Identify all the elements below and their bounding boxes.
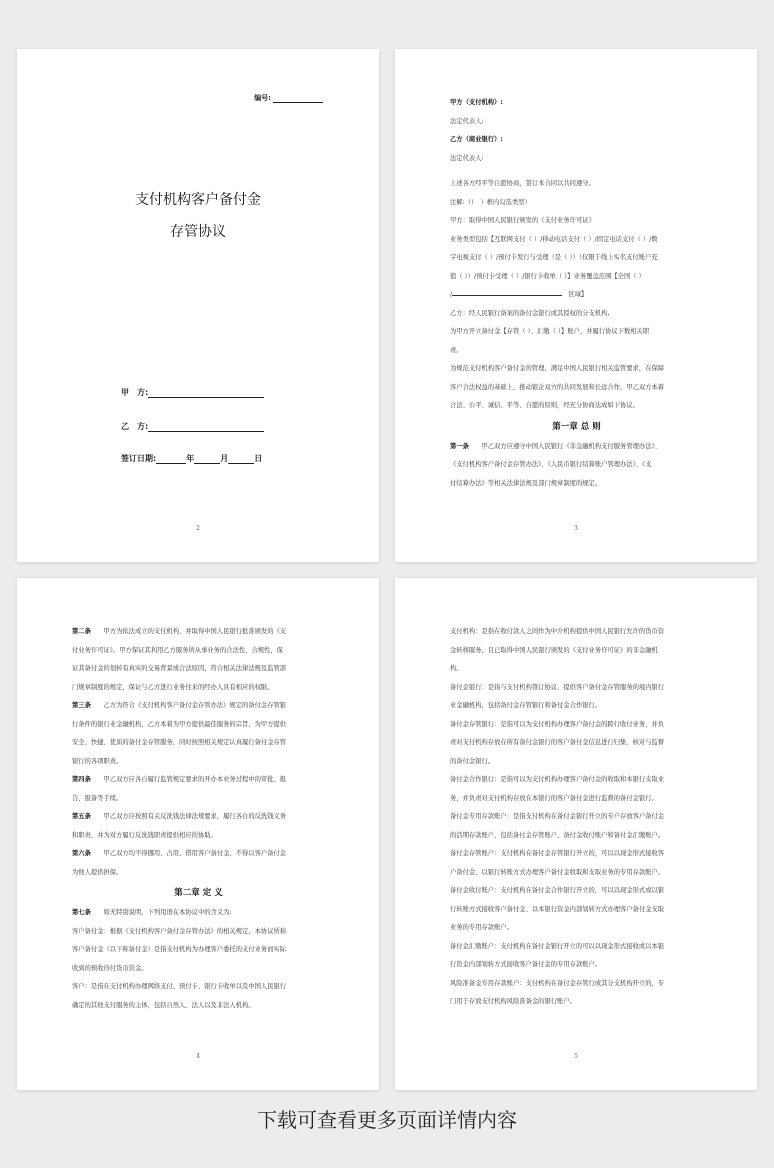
document-page-cover <box>17 49 379 562</box>
article-label: 第七条 <box>72 909 91 916</box>
text-line: 告、报备等手续。 <box>72 794 123 802</box>
party-b-label: 乙 方: <box>121 422 149 431</box>
definition-line: 的备付金银行。 <box>450 757 495 765</box>
day-label: 日 <box>254 454 263 463</box>
text-line: 客户备付金：根据《支付机构客户备付金存管办法》的相关规定，本协议所称 <box>72 927 287 935</box>
text-line: 责。 <box>450 346 463 354</box>
month-label: 月 <box>220 454 229 463</box>
party-a-label: 甲 方: <box>121 388 149 397</box>
article-text: 甲乙双方均不得挪用、占用、借用客户备付金，不得以客户备付金 <box>103 850 287 857</box>
party-a-blank <box>148 388 264 398</box>
definition-line: 户备付金、以银行转账方式办理客户备付金收取和支取业务的专用存款账户。 <box>450 868 665 876</box>
text-line: 银行的各项职责。 <box>72 757 123 765</box>
definition-line: 备付金汇缴账户：支付机构在备付金银行开立的可以以现金形式接收或以本银 <box>450 942 665 950</box>
party-a-heading: 甲方（支付机构）: <box>450 99 503 106</box>
definition-line: 支付机构：是指在收付款人之间作为中介机构提供中国人民银行允许的货币资 <box>450 628 665 635</box>
definition-line: 备付金银行：是指与支付机构签订协议、提供客户备付金存管服务的境内银行 <box>450 683 665 691</box>
document-page-parties <box>395 49 757 562</box>
text-line: 确定的其他支付服务的主体，包括自然人、法人以及非法人机构。 <box>72 1001 255 1009</box>
article-line <box>72 904 325 923</box>
page-number: 5 <box>574 1053 578 1060</box>
text-line: 客户合法权益的基础上，推动银企双方的共同发展和长远合作，甲乙双方本着 <box>450 383 665 391</box>
text-line: 客户：是指在支付机构办理网络支付、预付卡、银行卡收单以及中国人民银行 <box>72 983 287 990</box>
page-number: 4 <box>196 1053 200 1060</box>
text-line: 为甲方开立备付金【存管（ ）、汇缴（ ）】账户，并履行协议下数相关职 <box>450 328 650 335</box>
definition-line: 业金融机构，包括备付金存管银行和备付金合作银行。 <box>450 702 602 709</box>
text-line: 收到的预收待付货币资金。 <box>72 964 148 972</box>
sign-date-line <box>121 453 262 464</box>
definition-line: 的活期存款账户，包括备付金存管账户、备付金收付账户和备付金汇缴账户。 <box>450 831 665 839</box>
text-line: 行条件的银行业金融机构，乙方本着为甲方提供最佳服务的宗旨，为甲方提供 <box>72 720 287 728</box>
definition-line: 行转账方式接收客户备付金、以本银行资金内部划转方式办理客户备付金支取 <box>450 905 665 913</box>
definition-line: 备付金专用存款账户：是指支付机构在备付金银行开立的专户存放客户备付金 <box>450 813 665 820</box>
article-label: 第三条 <box>72 702 91 709</box>
page-number: 2 <box>196 525 200 532</box>
serial-blank-line <box>273 94 323 103</box>
text-line: 为他人提供担保。 <box>72 868 123 876</box>
cover-title-line1: 支付机构客户备付金 <box>135 192 261 208</box>
definition-line: 务，并负责对支付机构存放在本银行的客户备付金进行监督的备付金银行。 <box>450 794 658 802</box>
article-label: 第六条 <box>72 850 91 857</box>
text-line: 合法、公平、诚信、平等、自愿的原则，经充分协商达成如下协议。 <box>450 402 639 409</box>
region-blank <box>452 288 562 296</box>
article-line <box>72 771 325 790</box>
region-line: / 区域】 <box>450 286 703 305</box>
chapter-heading: 第一章 总 则 <box>552 421 601 432</box>
definition-line: 行资金内部划转方式接收客户备付金的专用存款账户。 <box>450 961 602 968</box>
page-number: 3 <box>574 525 578 532</box>
text-line: 付业务许可证》。甲方保证其利用乙方服务所从事业务的合法性、合规性，保 <box>72 646 283 654</box>
definition-line: 备付金存管银行：是指可以为支付机构办理客户备付金的跨行收付业务，并负 <box>450 720 665 728</box>
article-line <box>72 697 325 716</box>
definition-line: 业务的专用存款账户。 <box>450 924 513 931</box>
text-line: 为规范支付机构客户备付金的管理，满足中国人民银行相关监管要求，在保障 <box>450 365 665 372</box>
text-line: 门规章制度的规定，保证与乙方进行业务往来的经办人具有相应的权限。 <box>72 683 274 691</box>
text-line: 乙方：经人民银行备案的备付金银行或其授权的分支机构, <box>450 309 610 317</box>
definition-line: 构。 <box>450 665 463 672</box>
day-blank <box>228 454 254 464</box>
article-line: 第一条 甲乙双方应遵守中国人民银行《非金融机构支付服务管理办法》、 <box>450 442 661 450</box>
sign-date-label: 签订日期: <box>121 454 157 463</box>
year-blank <box>156 454 186 464</box>
year-label: 年 <box>186 454 195 463</box>
text-line: 业务类型包括【互联网支付（ ）/移动电话支付（ ）/固定电话支付（ ）/数 <box>450 235 658 243</box>
article-text: 甲乙双方应各自履行监管规定要求的开办本业务过程中的审批、报 <box>103 776 287 783</box>
definition-line: 责对支付机构存放在所有备付金银行的客户备付金信息进行归集、核对与监督 <box>450 739 665 746</box>
text-line: 客户备付金（以下称备付金）是指支付机构为办理客户委托的支付业务而实际 <box>72 946 287 953</box>
text-line: 上述各方经平等自愿协商，签订本合同以共同遵守。 <box>450 180 595 187</box>
text-line: 注解:（（ ）框内勾选类型） <box>450 198 531 206</box>
article-label: 第五条 <box>72 813 91 820</box>
definition-line: 金转移服务，且已取得中国人民银行颁发的《支付业务许可证》的非金融机 <box>450 646 658 654</box>
text-line: 法定代表人: <box>450 117 484 125</box>
party-b-heading: 乙方（商业银行）: <box>450 136 503 143</box>
text-line: 证其备付金的划转有真实的交易背景或合法原因，符合相关法律法规及监管部 <box>72 665 287 672</box>
party-b-blank <box>148 422 264 432</box>
definition-line: 备付金合作银行：是指可以为支付机构办理客户备付金的收取和本银行支取业 <box>450 776 665 783</box>
party-a-sign-line <box>121 387 264 398</box>
page-content <box>450 623 703 1012</box>
chapter-heading: 第二章 定 义 <box>174 888 223 898</box>
document-page-articles <box>17 578 379 1090</box>
party-b-sign-line <box>121 421 264 432</box>
cover-title-line2: 存管协议 <box>170 224 226 240</box>
article-text: 如无特别说明，下列用语在本协议中的含义为: <box>103 909 232 916</box>
text-line: 字电视支付（ ）/预付卡发行与受理（是（ ））（仅限于线上实名支付账户充 <box>450 254 658 261</box>
article-text: 甲方为依法成立的支付机构，并取得中国人民银行批准颁发的《支 <box>103 628 287 635</box>
article-line <box>72 845 325 864</box>
text-line: 法定代表人: <box>450 154 484 162</box>
text-line: 安全、快捷、优质的备付金存管服务，同时按照相关规定认真履行备付金存管 <box>72 739 287 746</box>
article-label: 第四条 <box>72 776 91 783</box>
text-line: 值（ ））/预付卡受理（ ）/银行卡收单（ ）】业务覆盖范围【全国（ ） <box>450 272 645 280</box>
serial-number-field <box>254 93 323 103</box>
serial-label: 编号: <box>254 94 271 102</box>
article-text: 乙方为符合《支付机构客户备付金存管办法》规定的备付金存管银 <box>103 702 287 709</box>
article-label: 第二条 <box>72 628 91 635</box>
definition-line: 备付金存管账户：支付机构在备付金存管银行开立的，可以以现金形式接收客 <box>450 850 665 857</box>
definition-line: 门用于存放支付机构风险准备金的银行账户。 <box>450 998 576 1005</box>
definition-line: 备付金收付账户：支付机构在备付金合作银行开立的，可以以现金形式或以银 <box>450 887 665 894</box>
month-blank <box>194 454 220 464</box>
definition-line: 风险准备金专用存款账户：支付机构在备付金存管行或其分支机构开立的，专 <box>450 979 665 987</box>
download-prompt: 下载可查看更多页面详情内容 <box>257 1108 517 1132</box>
text-line: 《支付机构客户备付金存管办法》、《人民币银行结算账户管理办法》、《支 <box>450 461 652 468</box>
document-page-definitions <box>395 578 757 1090</box>
article-text: 甲乙双方应按照有关反洗钱法律法规要求，履行各自的反洗钱义务 <box>103 813 287 820</box>
page-content <box>450 94 703 493</box>
page-content <box>72 623 325 1015</box>
article-line <box>72 623 325 642</box>
text-line: 付结算办法》等相关法律法规及部门规章制度的规定。 <box>450 479 602 487</box>
text-line: 甲方：取得中国人民银行颁发的《支付业务许可证》 <box>450 217 595 224</box>
text-line: 和职责，并为对方履行反洗钱职责提供相应的协助。 <box>72 831 217 839</box>
article-line <box>72 808 325 827</box>
